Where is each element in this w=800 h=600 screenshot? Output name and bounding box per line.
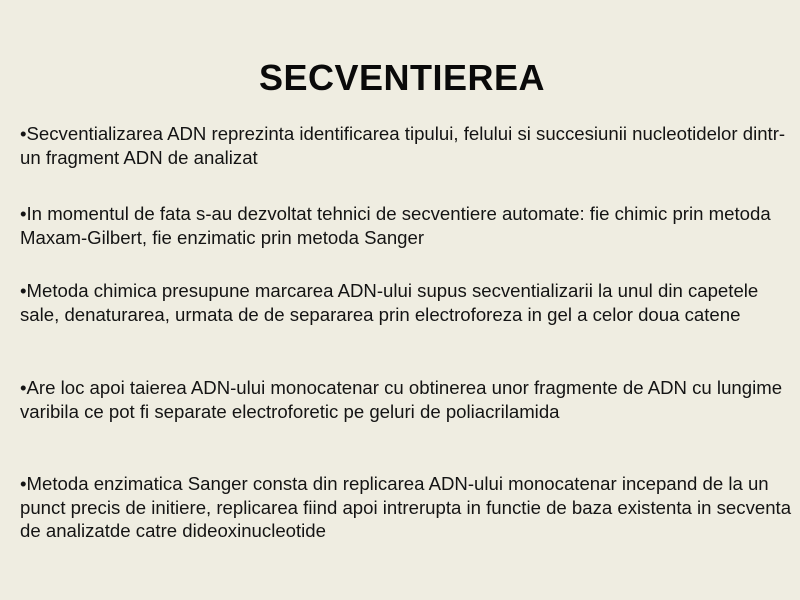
bullet-text: Metoda chimica presupune marcarea ADN-ului supus secventializarii la unul din capetele sale, denaturarea, urmata de de separarea prin electroforeza in gel a celor doua catene: [20, 280, 759, 325]
bullet-text: Are loc apoi taierea ADN-ului monocatenar cu obtinerea unor fragmente de ADN cu lungime varibila ce pot fi separate electroforetic pe geluri de poliacrilamida: [20, 377, 783, 422]
bullet-dot-icon: •: [20, 473, 27, 494]
bullet-dot-icon: •: [20, 280, 27, 301]
bullet-text: In momentul de fata s-au dezvoltat tehnici de secventiere automate: fie chimic prin metoda Maxam-Gilbert, fie enzimatic prin metoda Sanger: [20, 203, 771, 248]
bullet-text: Metoda enzimatica Sanger consta din replicarea ADN-ului monocatenar incepand de la un punct precis de initiere, replicarea fiind apoi intrerupta in functie de baza existenta in secventa de analizatde catre dideoxinucleotide: [20, 473, 792, 541]
bullet-dot-icon: •: [20, 203, 27, 224]
bullet-dot-icon: •: [20, 377, 27, 398]
bullet-item: [20, 122, 792, 169]
bullet-item: [20, 202, 792, 249]
bullet-item: [20, 279, 792, 326]
slide-title: SECVENTIEREA: [258, 57, 546, 98]
bullet-item: [20, 376, 792, 423]
bullet-dot-icon: •: [20, 123, 27, 144]
bullet-text: Secventializarea ADN reprezinta identificarea tipului, felului si succesiunii nucleotidelor dintr-un fragment ADN de analizat: [20, 123, 786, 168]
bullet-item: [20, 472, 792, 543]
